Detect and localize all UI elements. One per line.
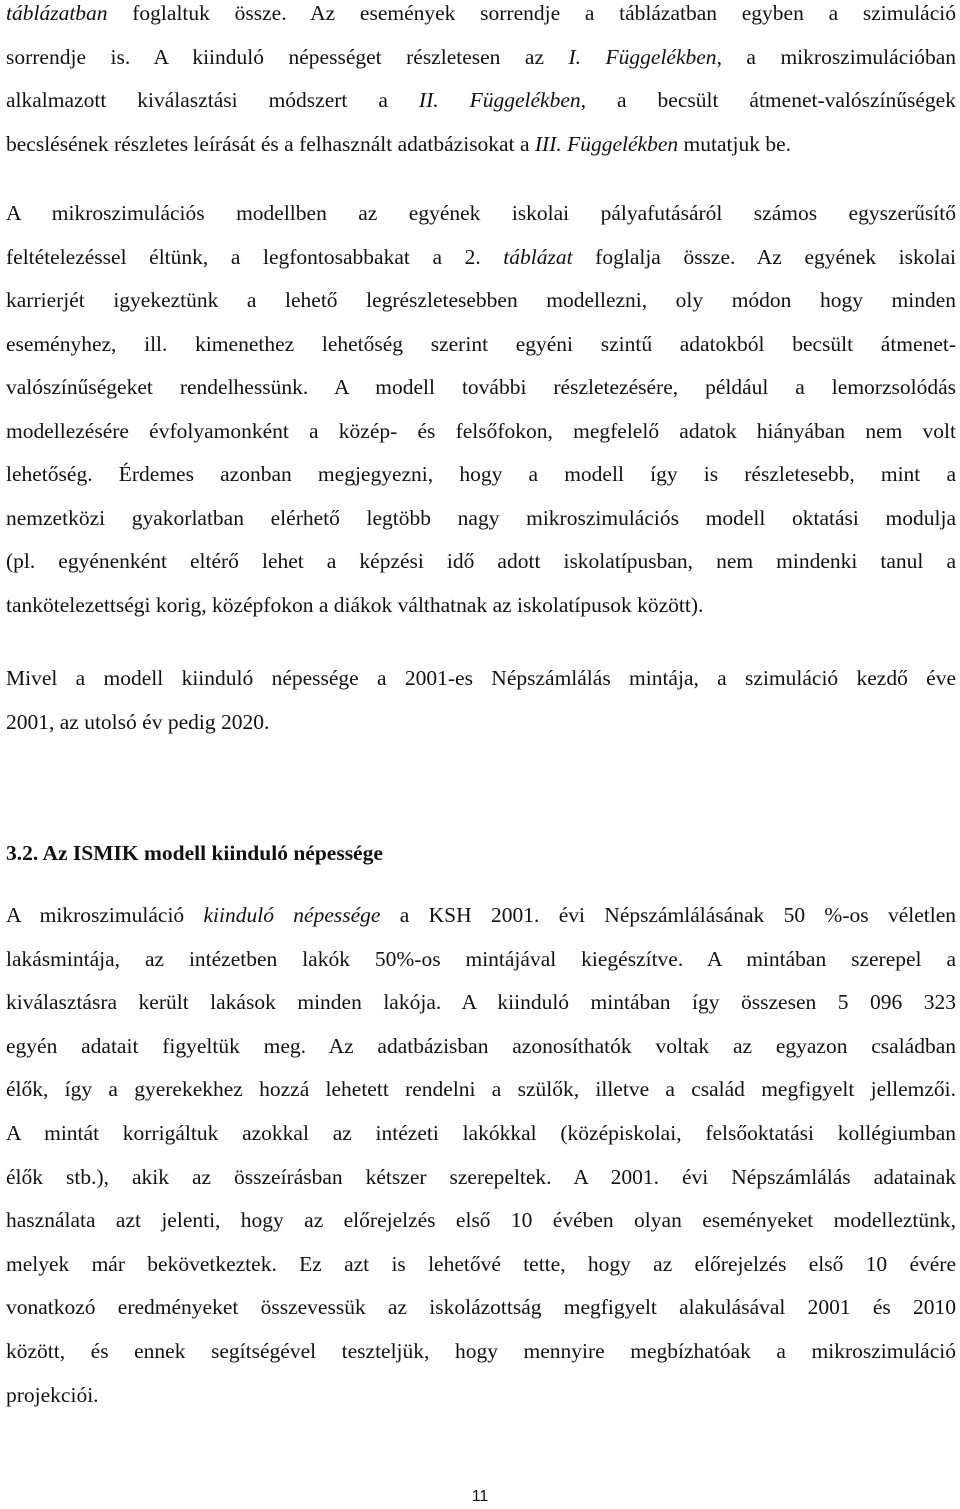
text-run: lakásmintája, az intézetben lakók 50%-os mintájával kiegészítve. A mintában szerepel a	[6, 946, 956, 971]
text-run: feltételezéssel éltünk, a legfontosabbakat a 2.	[6, 244, 504, 269]
text-run: 2001, az utolsó év pedig 2020.	[6, 709, 270, 734]
text-line	[6, 665, 956, 691]
text-line	[6, 548, 956, 574]
text-run: projekciói.	[6, 1382, 99, 1407]
italic-text-run: táblázat	[503, 244, 573, 269]
text-run: egyén adatait figyeltük meg. Az adatbázisban azonosíthatók voltak az egyazon családban	[6, 1033, 956, 1058]
text-run: élők, így a gyerekekhez hozzá lehetett rendelni a szülők, illetve a család megfigyelt jellemzői.	[6, 1077, 956, 1102]
text-line	[6, 1338, 956, 1364]
text-run: A mikroszimuláció	[6, 903, 204, 927]
text-line	[6, 374, 956, 400]
text-run: mutatjuk be.	[678, 131, 791, 156]
text-line	[6, 1033, 956, 1059]
text-run: a KSH 2001. évi Népszámlálásának 50 %-os véletlen	[380, 903, 956, 927]
page-number: 11	[471, 1488, 489, 1505]
text-line	[6, 989, 956, 1015]
text-run: , a becsült átmenet-valószínűségek	[580, 88, 956, 112]
text-line	[6, 200, 956, 226]
text-line	[6, 505, 956, 531]
text-line	[6, 1294, 956, 1320]
text-run: alkalmazott kiválasztási módszert a	[6, 88, 419, 112]
italic-text-run: táblázatban	[6, 1, 108, 25]
text-line	[6, 1164, 956, 1190]
text-run: A mikroszimulációs modellben az egyének iskolai pályafutásáról számos egyszerűsítő	[6, 201, 956, 225]
text-line	[6, 1382, 99, 1408]
text-line	[6, 1120, 956, 1146]
text-run: között, és ennek segítségével teszteljük, hogy mennyire megbízhatóak a mikroszimuláció	[6, 1339, 956, 1363]
text-run: tankötelezettségi korig, középfokon a diákok válthatnak az iskolatípusok között).	[6, 592, 704, 617]
text-line	[6, 1207, 956, 1233]
text-run: használata azt jelenti, hogy az előrejelzés első 10 évében olyan eseményeket modelleztünk,	[6, 1208, 956, 1233]
text-run: foglalja össze. Az egyének iskolai	[572, 244, 956, 269]
text-run: Mivel a modell kiinduló népessége a 2001-es Népszámlálás mintája, a szimuláció kezdő éve	[6, 666, 956, 690]
text-run: kiválasztásra került lakások minden lakója. A kiinduló mintában így összesen 5 096 323	[6, 990, 956, 1015]
text-line	[6, 709, 269, 735]
text-line	[6, 902, 956, 928]
italic-text-run: III. Függelékben	[534, 131, 679, 156]
text-line	[6, 592, 703, 618]
text-run: , a mikroszimulációban	[716, 44, 956, 69]
text-line	[6, 331, 956, 357]
section-heading: 3.2. Az ISMIK modell kiinduló népessége	[6, 841, 383, 865]
text-run: lehetőség. Érdemes azonban megjegyezni, hogy a modell így is részletesebb, mint a	[6, 462, 956, 486]
text-run: karrierjét igyekeztünk a lehető legrészletesebben modellezni, oly módon hogy minden	[6, 288, 956, 312]
text-line	[6, 244, 956, 270]
text-run: eseményhez, ill. kimenethez lehetőség szerint egyéni szintű adatokból becsült átmenet-	[6, 331, 956, 356]
text-run: vonatkozó eredményeket összevessük az iskolázottság megfigyelt alakulásával 2001 és 2010	[6, 1295, 956, 1320]
text-line	[6, 131, 791, 157]
text-line	[6, 1076, 956, 1102]
text-run: foglaltuk össze. Az események sorrendje a táblázatban egyben a szimuláció	[107, 1, 956, 25]
text-run: modellezésére évfolyamonként a közép- és felsőfokon, megfelelő adatok hiányában nem volt	[6, 418, 956, 443]
text-line	[6, 461, 956, 487]
text-line	[6, 287, 956, 313]
text-run: becslésének részletes leírását és a felhasznált adatbázisokat a	[6, 131, 535, 156]
text-line	[6, 87, 956, 113]
text-run: melyek már bekövetkeztek. Ez azt is lehetővé tette, hogy az előrejelzés első 10 évére	[6, 1251, 956, 1276]
text-run: élők stb.), akik az összeírásban kétszer szerepeltek. A 2001. évi Népszámlálás adatainak	[6, 1164, 956, 1189]
text-line	[6, 0, 956, 26]
text-run: A mintát korrigáltuk azokkal az intézeti lakókkal (középiskolai, felsőoktatási kollégiumban	[6, 1121, 956, 1145]
text-run: valószínűségeket rendelhessünk. A modell további részletezésére, például a lemorzsolódás	[6, 375, 956, 399]
text-line	[6, 44, 956, 70]
text-line	[6, 418, 956, 444]
italic-text-run: kiinduló népessége	[203, 903, 381, 927]
text-line	[6, 946, 956, 972]
italic-text-run: I. Függelékben	[568, 44, 717, 69]
text-run: nemzetközi gyakorlatban elérhető legtöbb nagy mikroszimulációs modell oktatási modulja	[6, 505, 956, 530]
text-run: (pl. egyénenként eltérő lehet a képzési idő adott iskolatípusban, nem mindenki tanul a	[6, 549, 956, 573]
text-run: sorrendje is. A kiinduló népességet részletesen az	[6, 44, 569, 69]
text-line	[6, 1251, 956, 1277]
italic-text-run: II. Függelékben	[418, 88, 581, 112]
